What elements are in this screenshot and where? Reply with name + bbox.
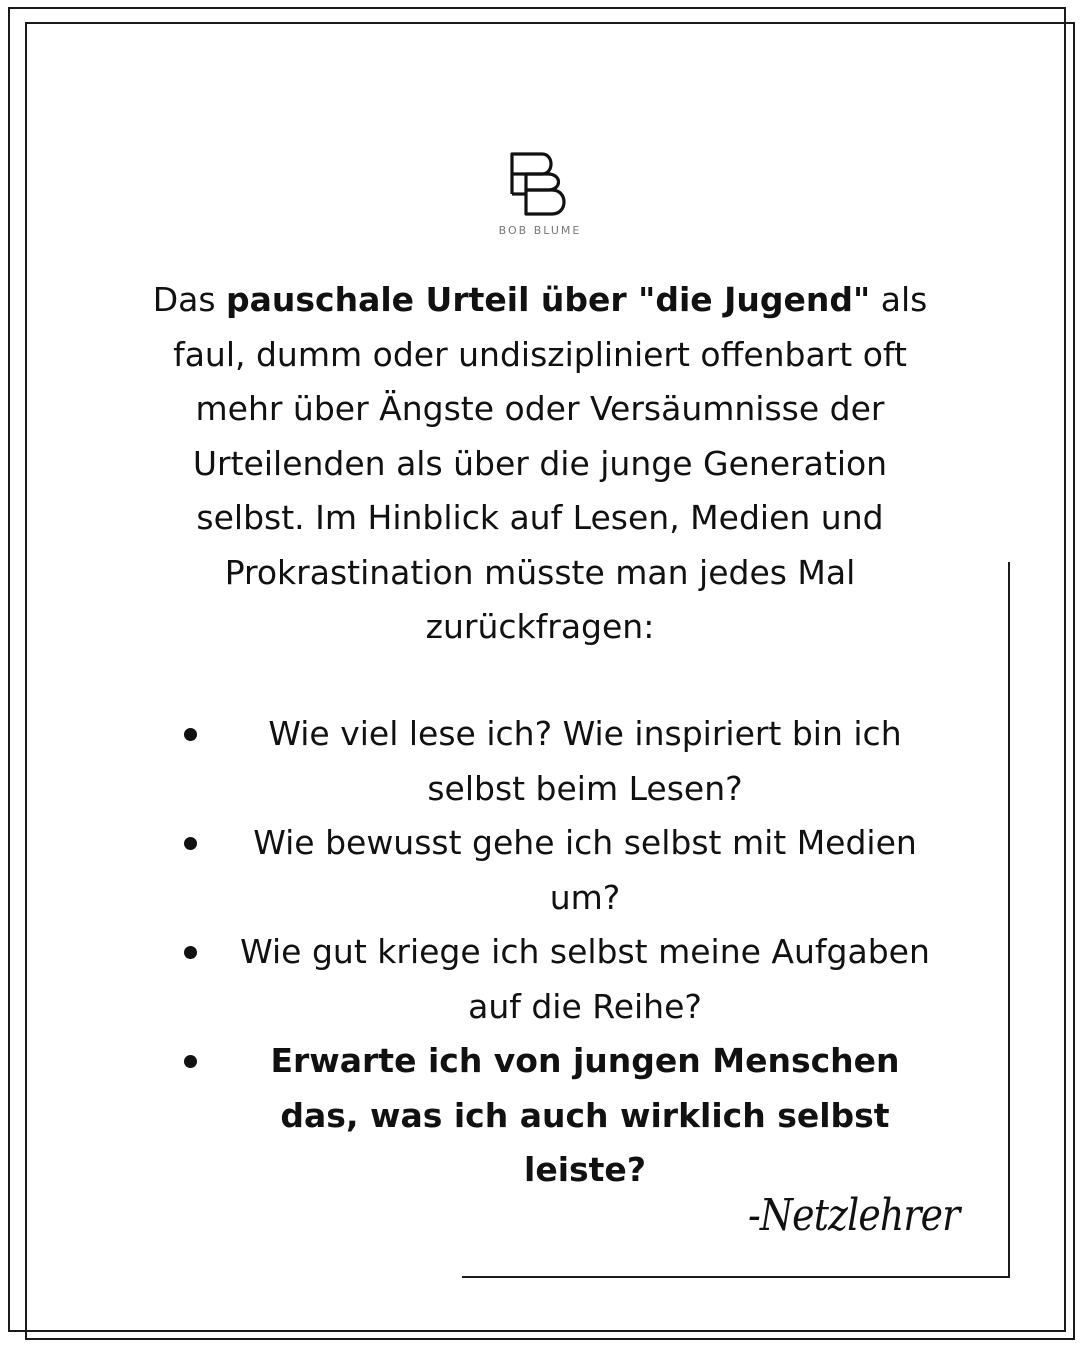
signature: -Netzlehrer	[748, 1190, 960, 1241]
list-item-text: Wie bewusst gehe ich selbst mit Medien um?	[253, 823, 917, 917]
paragraph-lead: Das	[152, 280, 227, 319]
paragraph-rest: als faul, dumm oder undiszipliniert offenbart oft mehr über Ängste oder Versäumnisse der Urteilenden als über die junge Generation selbst. Im Hinblick auf Lesen, Medien und Prokrastination müsste man jedes Mal zurückfragen:	[173, 280, 928, 646]
main-paragraph	[150, 273, 930, 655]
list-item-text: Wie viel lese ich? Wie inspiriert bin ich selbst beim Lesen?	[268, 714, 902, 808]
bullet-icon	[184, 1055, 197, 1068]
list-item-text: Erwarte ich von jungen Menschen das, was ich auch wirklich selbst leiste?	[270, 1041, 900, 1189]
bullet-icon	[184, 837, 197, 850]
list-item-text: Wie gut kriege ich selbst meine Aufgaben auf die Reihe?	[240, 932, 930, 1026]
list-item	[170, 1034, 930, 1198]
bullet-icon	[184, 728, 197, 741]
paragraph-emphasis: pauschale Urteil über "die Jugend"	[226, 280, 871, 319]
list-item	[170, 816, 930, 925]
accent-line-horizontal	[462, 1276, 1010, 1278]
brand-name: BOB BLUME	[498, 224, 582, 237]
bullet-icon	[184, 946, 197, 959]
list-item	[170, 925, 930, 1034]
question-list	[170, 707, 930, 1198]
bb-monogram-icon	[508, 150, 572, 218]
list-item	[170, 707, 930, 816]
accent-line-vertical	[1008, 562, 1010, 1278]
brand-logo	[490, 150, 590, 237]
